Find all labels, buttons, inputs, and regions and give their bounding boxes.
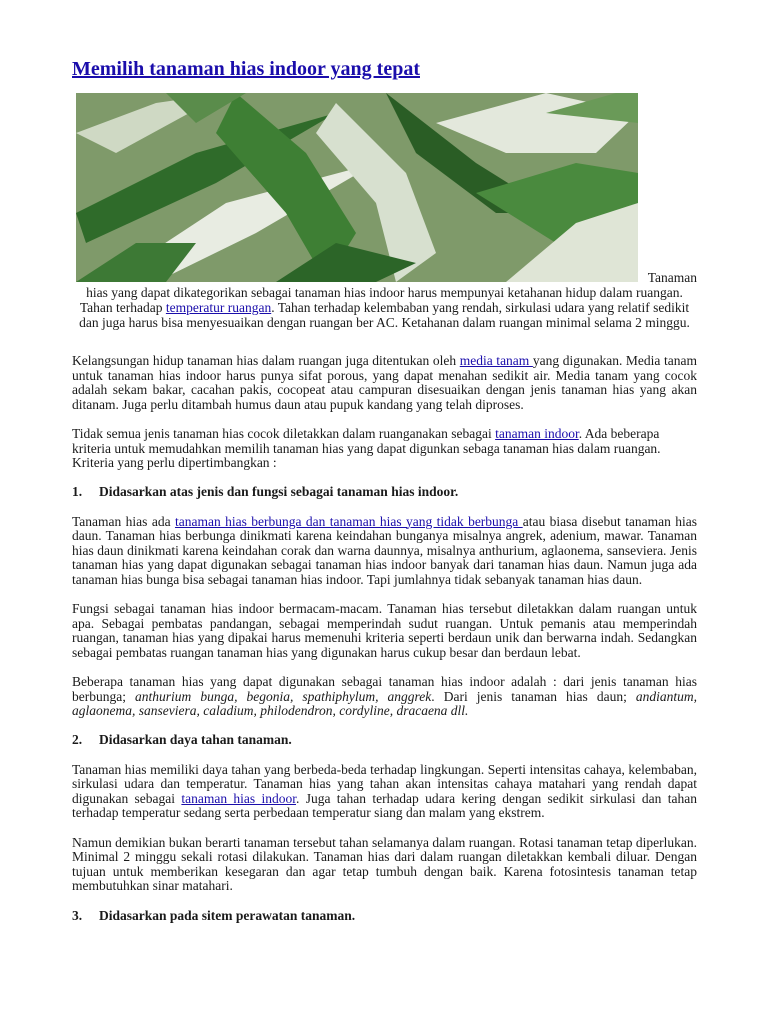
section-number: 2. <box>72 732 83 748</box>
section-heading-2 <box>72 733 697 748</box>
paragraph-text: Kelangsungan hidup tanaman hias dalam ruangan juga ditentukan oleh <box>72 353 460 368</box>
tanaman-indoor-link[interactable]: tanaman indoor <box>495 425 579 441</box>
section-heading-3 <box>72 909 697 924</box>
temperatur-ruangan-link[interactable]: temperatur ruangan <box>165 300 272 315</box>
paragraph-text: Tanaman hias ada <box>72 513 175 529</box>
paragraph-daya-tahan <box>72 763 697 821</box>
paragraph-text: . Ada beberapa kriteria untuk memudahkan memilih tanaman hias yang dapat digunkan sebaga tanaman hias dalam ruangan. Kriteria yang perlu dipertimbangkan : <box>72 425 661 471</box>
foliage-plant-list: andiantum, aglaonema, sanseviera, caladium, philodendron, cordyline, dracaena dll. <box>72 688 698 719</box>
paragraph-contoh-tanaman <box>72 675 697 719</box>
paragraph-text: Tidak semua jenis tanaman hias cocok diletakkan dalam ruanganakan sebagai <box>72 425 496 441</box>
paragraph-text: atau biasa disebut tanaman hias daun. Tanaman hias berbunga dinikmati karena keindahan bunganya misalnya angrek, adenium, mawar. Tanaman hias daun dinikmati karena keindahan corak dan warna daunnya, misalnya anthurium, aglaonema, sanseviera. Jenis tanaman hias yang dapat digunakan sebagai tanaman hias indoor banyak dari tanaman hias daun. Namun juga ada tanaman hias bunga bisa sebagai tanaman hias indoor. Tapi jumlahnya tidak sebanyak tanaman hias daun. <box>72 513 697 587</box>
section-heading-text: Didasarkan pada sitem perawatan tanaman. <box>99 907 356 923</box>
caption-text-end: . Tahan terhadap kelembaban yang rendah, sirkulasi udara yang relatif sedikit dan juga harus bisa menyesuaikan dengan ruangan ber AC. Ketahanan dalam ruangan minimal selama 2 minggu. <box>79 300 690 330</box>
paragraph-text: Beberapa tanaman hias yang dapat digunakan sebagai tanaman hias indoor adalah : dari jenis tanaman hias berbunga; <box>72 674 697 704</box>
paragraph-kriteria <box>72 427 697 471</box>
caption-text: hias yang dapat dikategorikan sebagai tanaman hias indoor harus mempunyai ketahanan hidup dalam ruangan. Tahan terhadap <box>79 285 683 315</box>
paragraph-text: Tanaman hias memiliki daya tahan yang berbeda-beda terhadap lingkungan. Seperti intensitas cahaya, kelembaban, sirkulasi udara dan temperatur. Tanaman hias yang tahan akan intensitas cahaya matahari yang rendah dapat digunakan sebagai <box>72 761 697 806</box>
tanaman-hias-indoor-link[interactable]: tanaman hias indoor <box>181 790 296 806</box>
caption-first-word: Tanaman <box>647 270 697 285</box>
section-heading-1 <box>72 485 697 500</box>
photo-caption <box>72 270 697 330</box>
paragraph-fungsi: Fungsi sebagai tanaman hias indoor bermacam-macam. Tanaman hias tersebut diletakkan dalam ruangan untuk apa. Sebagai pembatas pandangan, sebagai memperindah sudut ruangan. Untuk pemanis atau memperindah ruangan, tanaman hias yang dipakai harus memenuhi kriteria seperti berdaun unik dan berwarna indah. Sedangkan sebagai pembatas ruangan tanaman hias yang digunakan harus cukup besar dan berdaun lebat. <box>72 601 697 660</box>
flowering-plant-list: anthurium bunga, begonia, spathiphylum, anggrek <box>135 688 432 704</box>
document-page <box>72 56 698 923</box>
paragraph-text: yang digunakan. Media tanam untuk tanaman hias indoor harus punya sifat porous, yang dapat menahan sedikit air. Media tanam yang cocok adalah sekam bakar, cacahan pakis, cocopeat atau campuran disesuaikan dengan jenis tanaman hias yang akan ditanam. Juga perlu ditambah humus daun atau pupuk kandang yang telah diproses. <box>72 353 697 412</box>
media-tanam-link[interactable]: media tanam <box>459 353 533 368</box>
variegated-plant-leaves-photo <box>76 93 638 282</box>
plant-photo <box>76 93 638 282</box>
section-heading-text: Didasarkan atas jenis dan fungsi sebagai tanaman hias indoor. <box>99 484 459 500</box>
paragraph-media-tanam <box>72 354 697 412</box>
title-link[interactable]: Memilih tanaman hias indoor yang tepat <box>72 58 420 80</box>
section-number: 1. <box>72 484 83 500</box>
paragraph-jenis <box>72 515 697 588</box>
article-body <box>72 354 697 938</box>
paragraph-text: . Juga tahan terhadap udara kering dengan sedikit sirkulasi dan tahan terhadap temperatur sedang serta perbedaan temperatur siang dan malam yang ekstrem. <box>72 790 697 821</box>
tanaman-berbunga-link[interactable]: tanaman hias berbunga dan tanaman hias yang tidak berbunga <box>174 513 523 529</box>
paragraph-rotasi: Namun demikian bukan berarti tanaman tersebut tahan selamanya dalam ruangan. Rotasi tanaman tetap diperlukan. Minimal 2 minggu sekali rotasi dilakukan. Tanaman hias dari dalam ruangan diletakkan kembali diluar. Dengan tujuan untuk memberikan kesegaran dan agar tetap tumbuh dengan baik. Karena fotosintesis tanaman tetap membutuhkan sinar matahari. <box>72 834 697 894</box>
section-heading-text: Didasarkan daya tahan tanaman. <box>99 732 292 748</box>
paragraph-text: . Dari jenis tanaman hias daun; <box>431 688 636 704</box>
section-number: 3. <box>72 907 83 923</box>
page-title <box>72 56 697 82</box>
